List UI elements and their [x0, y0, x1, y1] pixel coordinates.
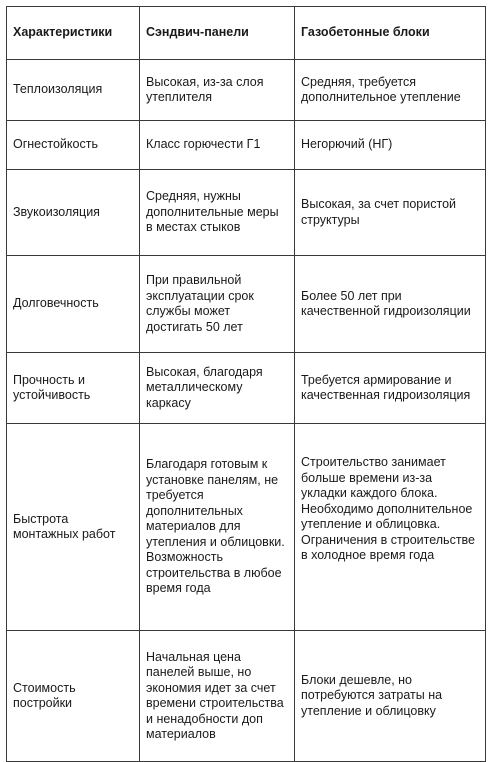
table-row: [7, 121, 486, 170]
gasblock-cell: Высокая, за счет пористой структуры: [295, 170, 486, 256]
feature-cell: Огнестойкость: [7, 121, 140, 170]
sandwich-cell: При правильной эксплуатации срок службы может достигать 50 лет: [140, 256, 295, 353]
sandwich-cell: Начальная цена панелей выше, но экономия идет за счет времени строительства и ненадобности доп материалов: [140, 631, 295, 762]
table-row: [7, 424, 486, 631]
feature-cell: Долговечность: [7, 256, 140, 353]
gasblock-cell: Средняя, требуется дополнительное утепление: [295, 60, 486, 121]
header-sandwich-panels: Сэндвич-панели: [140, 7, 295, 60]
table-row: [7, 170, 486, 256]
sandwich-cell: Класс горючести Г1: [140, 121, 295, 170]
table-row: [7, 631, 486, 762]
feature-cell: Стоимость постройки: [7, 631, 140, 762]
comparison-table: [6, 6, 486, 762]
sandwich-cell: Средняя, нужны дополнительные меры в местах стыков: [140, 170, 295, 256]
gasblock-cell: Более 50 лет при качественной гидроизоляции: [295, 256, 486, 353]
table-row: [7, 60, 486, 121]
table-header-row: [7, 7, 486, 60]
gasblock-cell: Строительство занимает больше времени из-за укладки каждого блока. Необходимо дополнительное утепление и облицовка. Ограничения в строительстве в холодное время года: [295, 424, 486, 631]
gasblock-cell: Негорючий (НГ): [295, 121, 486, 170]
table-row: [7, 256, 486, 353]
sandwich-cell: Высокая, из-за слоя утеплителя: [140, 60, 295, 121]
header-gas-blocks: Газобетонные блоки: [295, 7, 486, 60]
feature-cell: Прочность и устойчивость: [7, 353, 140, 424]
table-row: [7, 353, 486, 424]
sandwich-cell: Благодаря готовым к установке панелям, не требуется дополнительных материалов для утепления и облицовки. Возможность строительства в любое время года: [140, 424, 295, 631]
feature-cell: Звукоизоляция: [7, 170, 140, 256]
gasblock-cell: Требуется армирование и качественная гидроизоляция: [295, 353, 486, 424]
feature-cell: Быстрота монтажных работ: [7, 424, 140, 631]
sandwich-cell: Высокая, благодаря металлическому каркасу: [140, 353, 295, 424]
gasblock-cell: Блоки дешевле, но потребуются затраты на утепление и облицовку: [295, 631, 486, 762]
feature-cell: Теплоизоляция: [7, 60, 140, 121]
header-characteristics: Характеристики: [7, 7, 140, 60]
